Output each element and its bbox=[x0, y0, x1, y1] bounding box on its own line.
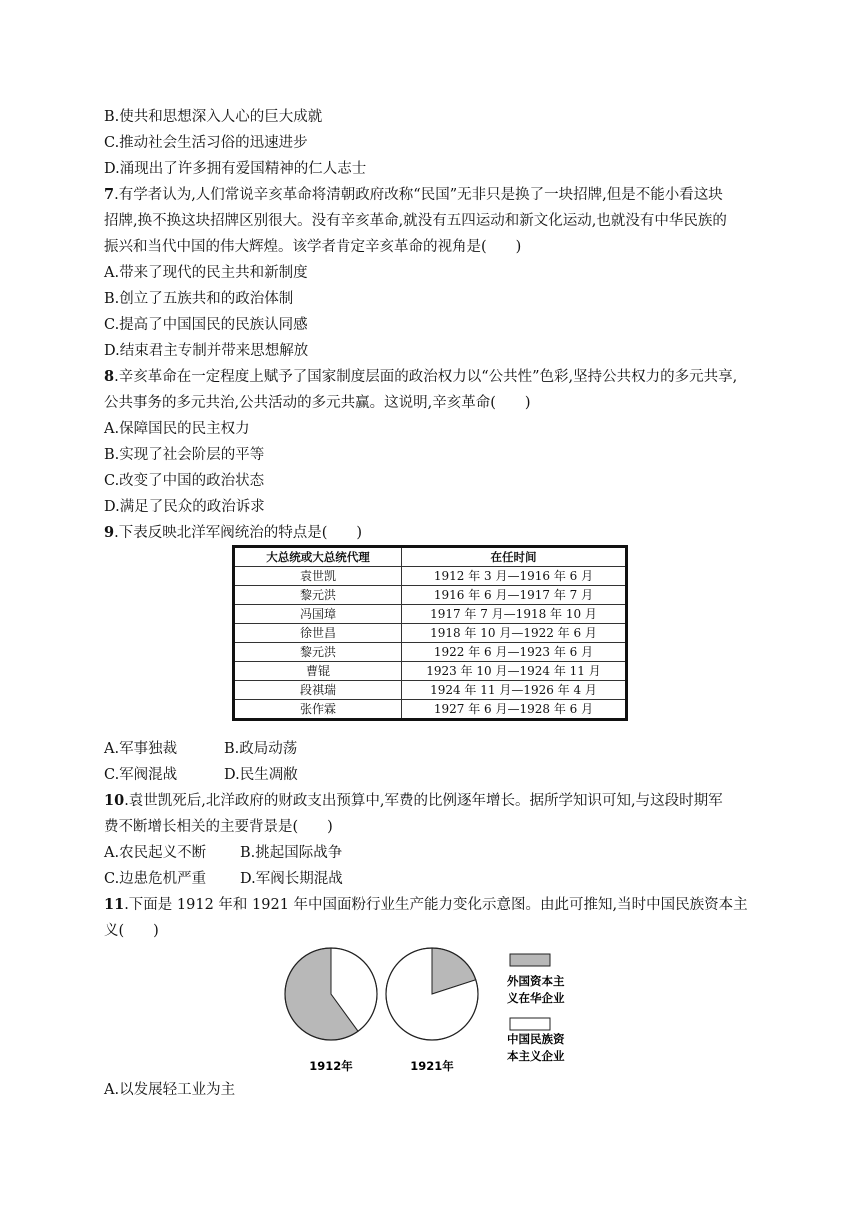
president-name-cell: 张作霖 bbox=[234, 700, 402, 720]
table-row bbox=[234, 662, 627, 681]
q8-stem-line-2: 公共事务的多元共治,公共活动的多元共赢。这说明,辛亥革命( ) bbox=[104, 395, 531, 411]
q9-option-d: D.民生凋敝 bbox=[224, 767, 298, 783]
table-row bbox=[234, 567, 627, 586]
table-header-cell: 大总统或大总统代理 bbox=[234, 547, 402, 567]
pie-charts bbox=[285, 948, 478, 1040]
q10-option-c: C.边患危机严重 bbox=[104, 871, 207, 887]
q10-option-a: A.农民起义不断 bbox=[104, 845, 207, 861]
q6-option-c: C.推动社会生活习俗的迅速进步 bbox=[104, 135, 308, 151]
q7-option-a: A.带来了现代的民主共和新制度 bbox=[104, 265, 308, 281]
term-cell: 1912 年 3 月—1916 年 6 月 bbox=[402, 567, 627, 586]
president-table bbox=[232, 545, 628, 721]
flour-industry-pie-figure bbox=[278, 940, 598, 1080]
q8-option-b: B.实现了社会阶层的平等 bbox=[104, 447, 265, 463]
table-row bbox=[234, 643, 627, 662]
president-name-cell: 段祺瑞 bbox=[234, 681, 402, 700]
q11-number: 11 bbox=[104, 896, 125, 913]
term-cell: 1923 年 10 月—1924 年 11 月 bbox=[402, 662, 627, 681]
legend-label-foreign-line-1: 外国资本主 bbox=[507, 974, 565, 988]
president-name-cell: 袁世凯 bbox=[234, 567, 402, 586]
q8-stem-line-1: 8.辛亥革命在一定程度上赋予了国家制度层面的政治权力以“公共性”色彩,坚持公共权力的多元共享, bbox=[104, 368, 738, 385]
q6-option-b: B.使共和思想深入人心的巨大成就 bbox=[104, 109, 323, 125]
q8-option-a: A.保障国民的民主权力 bbox=[104, 421, 250, 437]
q7-stem-line-1: 7.有学者认为,人们常说辛亥革命将清朝政府改称“民国”无非只是换了一块招牌,但是不能小看这块 bbox=[104, 186, 723, 203]
pie-1912-label: 1912年 bbox=[309, 1059, 353, 1073]
legend-swatch-domestic bbox=[510, 1018, 550, 1030]
legend-label-domestic-line-2: 本主义企业 bbox=[507, 1049, 565, 1063]
president-name-cell: 冯国璋 bbox=[234, 605, 402, 624]
q11-option-a: A.以发展轻工业为主 bbox=[104, 1082, 236, 1098]
q6-option-d: D.涌现出了许多拥有爱国精神的仁人志士 bbox=[104, 161, 367, 177]
q10-option-b: B.挑起国际战争 bbox=[240, 845, 343, 861]
q7-option-d: D.结束君主专制并带来思想解放 bbox=[104, 343, 309, 359]
q7-stem-line-2: 招牌,换不换这块招牌区别很大。没有辛亥革命,就没有五四运动和新文化运动,也就没有中华民族的 bbox=[104, 213, 727, 229]
q8-option-d: D.满足了民众的政治诉求 bbox=[104, 499, 265, 515]
table-row bbox=[234, 624, 627, 643]
pie-1921-label: 1921年 bbox=[410, 1059, 454, 1073]
term-cell: 1922 年 6 月—1923 年 6 月 bbox=[402, 643, 627, 662]
q7-option-c: C.提高了中国国民的民族认同感 bbox=[104, 317, 308, 333]
president-name-cell: 曹锟 bbox=[234, 662, 402, 681]
term-cell: 1917 年 7 月—1918 年 10 月 bbox=[402, 605, 627, 624]
q9-option-a: A.军事独裁 bbox=[104, 741, 178, 757]
q7-stem-line-3: 振兴和当代中国的伟大辉煌。该学者肯定辛亥革命的视角是( ) bbox=[104, 239, 522, 255]
legend-label-domestic-line-1: 中国民族资 bbox=[507, 1032, 565, 1046]
q7-option-b: B.创立了五族共和的政治体制 bbox=[104, 291, 294, 307]
legend-label-foreign-line-2: 义在华企业 bbox=[507, 991, 565, 1005]
table-row bbox=[234, 700, 627, 720]
q10-stem-line-2: 费不断增长相关的主要背景是( ) bbox=[104, 819, 333, 835]
table-header-cell: 在任时间 bbox=[402, 547, 627, 567]
q9-option-c: C.军阀混战 bbox=[104, 767, 178, 783]
legend-swatch-foreign bbox=[510, 954, 550, 966]
table-row bbox=[234, 681, 627, 700]
q9-number: 9 bbox=[104, 524, 115, 541]
q10-number: 10 bbox=[104, 792, 125, 809]
q9-option-b: B.政局动荡 bbox=[224, 741, 298, 757]
term-cell: 1927 年 6 月—1928 年 6 月 bbox=[402, 700, 627, 720]
q11-stem-line-2: 义( ) bbox=[104, 923, 159, 939]
table-row bbox=[234, 605, 627, 624]
q10-stem-line-1: 10.袁世凯死后,北洋政府的财政支出预算中,军费的比例逐年增长。据所学知识可知,与这段时期军 bbox=[104, 792, 723, 809]
q10-option-d: D.军阀长期混战 bbox=[240, 871, 343, 887]
term-cell: 1924 年 11 月—1926 年 4 月 bbox=[402, 681, 627, 700]
table-header-row bbox=[234, 547, 627, 567]
term-cell: 1916 年 6 月—1917 年 7 月 bbox=[402, 586, 627, 605]
president-name-cell: 黎元洪 bbox=[234, 643, 402, 662]
president-name-cell: 徐世昌 bbox=[234, 624, 402, 643]
q8-option-c: C.改变了中国的政治状态 bbox=[104, 473, 265, 489]
q11-stem-line-1: 11.下面是 1912 年和 1921 年中国面粉行业生产能力变化示意图。由此可推知,当时中国民族资本主 bbox=[104, 896, 748, 913]
q8-number: 8 bbox=[104, 368, 115, 385]
term-cell: 1918 年 10 月—1922 年 6 月 bbox=[402, 624, 627, 643]
table-row bbox=[234, 586, 627, 605]
q9-stem: 9.下表反映北洋军阀统治的特点是( ) bbox=[104, 524, 363, 541]
q7-number: 7 bbox=[104, 186, 115, 203]
president-name-cell: 黎元洪 bbox=[234, 586, 402, 605]
